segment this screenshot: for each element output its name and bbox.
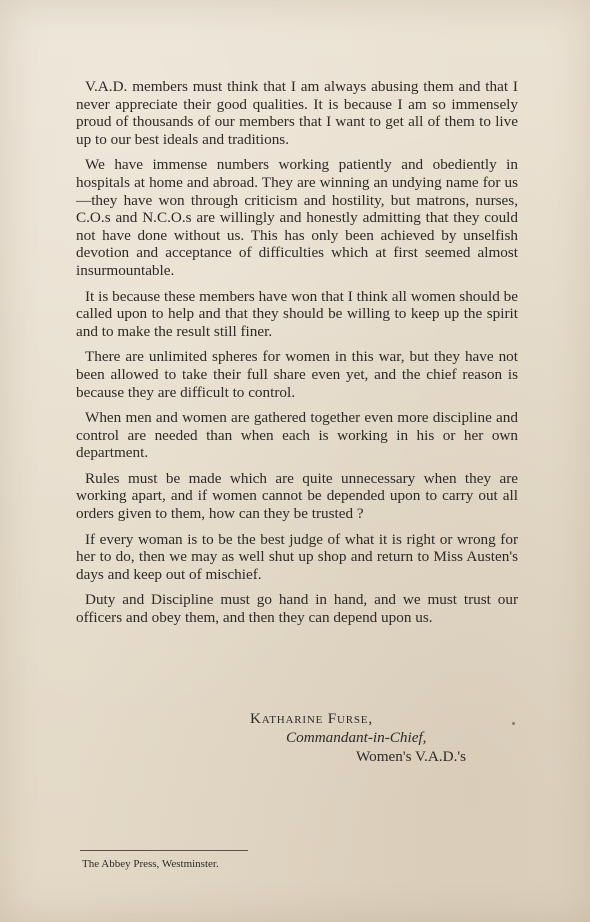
signature-block [248, 709, 518, 766]
paragraph-1: V.A.D. members must think that I am always abusing them and that I never appreciate their good qualities. It is because I am so immensely proud of thousands of our members that I want to get all of them to live up to our best ideals and traditions. [76, 78, 518, 148]
signatory-organization: Women's V.A.D.'s [356, 748, 467, 765]
paragraph-8: Duty and Discipline must go hand in hand, and we must trust our officers and obey them, and then they can depend upon us. [76, 591, 518, 627]
paragraph-3: It is because these members have won that I think all women should be called upon to help and that they should be willing to keep up the spirit and to make the result still finer. [76, 287, 518, 340]
paragraph-7: If every woman is to be the best judge of what it is right or wrong for her to do, then we may as well shut up shop and return to Miss Austen's days and keep out of mischief. [76, 530, 518, 583]
paragraph-2: We have immense numbers working patiently and obediently in hospitals at home and abroad. They are winning an undying name for us—they have won through criticism and hostility, but matrons, nurses, C.O.s and N.C.O.s are willingly and honestly admitting that they could not have done without us. This has only been achieved by unselfish devotion and acceptance of difficulties which at first seemed almost insurmountable. [76, 156, 518, 279]
signatory-name: Katharine Furse, [250, 710, 373, 727]
imprint-divider [80, 850, 248, 851]
paragraph-6: Rules must be made which are quite unnecessary when they are working apart, and if women cannot be depended upon to carry out all orders given to them, how can they be trusted ? [76, 469, 518, 523]
paragraph-4: There are unlimited spheres for women in this war, but they have not been allowed to take their full share even yet, and the chief reason is because they are difficult to control. [76, 348, 518, 401]
signatory-title: Commandant-in-Chief, [286, 729, 427, 746]
printer-imprint: The Abbey Press, Westminster. [82, 858, 219, 870]
paragraph-5: When men and women are gathered together even more discipline and control are needed than when each is working in his or her own department. [76, 409, 518, 462]
paper-speck [512, 722, 515, 725]
letter-body [76, 78, 518, 635]
